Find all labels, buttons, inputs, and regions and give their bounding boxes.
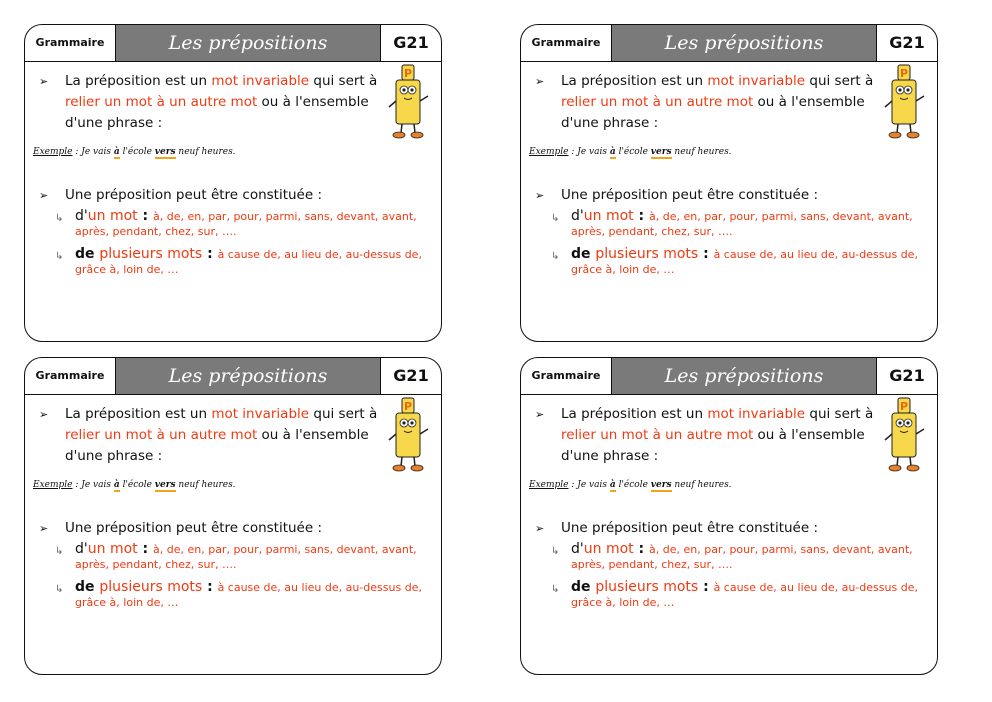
- definition-text-end: ou à l'ensemble d'une phrase :: [561, 427, 865, 464]
- lesson-card-4: [520, 357, 938, 675]
- card-code: G21: [876, 25, 937, 61]
- card-header: [521, 358, 937, 395]
- hook-arrow-icon: ↳: [55, 546, 64, 557]
- example-label: Exemple: [529, 147, 569, 157]
- composition-heading-text: Une préposition peut être constituée :: [561, 520, 819, 536]
- card-code: G21: [380, 358, 441, 394]
- keyword-relier: relier un mot à un autre mot: [65, 427, 258, 443]
- example-text-middle: l'école: [119, 480, 155, 490]
- definition-text: [39, 404, 379, 467]
- card-code: G21: [876, 358, 937, 394]
- single-word-colon: :: [137, 208, 153, 224]
- example-text-start: Je vais: [81, 147, 114, 157]
- mascot-letter: P: [403, 400, 413, 413]
- single-word-term: un mot: [583, 208, 634, 224]
- mascot-letter: P: [899, 400, 909, 413]
- single-word-item: [55, 542, 430, 572]
- example-separator: :: [568, 147, 578, 157]
- example-sentence: [33, 480, 236, 490]
- hook-arrow-icon: ↳: [55, 213, 64, 224]
- example-separator: :: [72, 480, 82, 490]
- single-word-item: [55, 209, 430, 239]
- multi-word-item: [551, 580, 926, 610]
- arrowhead-bullet-icon: ➢: [39, 189, 49, 202]
- arrowhead-bullet-icon: ➢: [39, 408, 49, 421]
- composition-heading: [39, 185, 322, 206]
- multi-word-colon: :: [698, 579, 714, 595]
- multi-word-item: [55, 580, 430, 610]
- single-word-list: à, de, en, par, pour, parmi, sans, devant, avant, après, pendant, chez, sur, ….: [571, 210, 913, 238]
- single-word-item: [551, 209, 926, 239]
- definition-paragraph: [39, 71, 379, 134]
- single-word-prefix: d': [571, 541, 584, 557]
- preposition-mascot-icon: [385, 396, 433, 476]
- definition-text-end: ou à l'ensemble d'une phrase :: [65, 427, 369, 464]
- multi-word-colon: :: [698, 246, 714, 262]
- example-sentence: [529, 480, 732, 490]
- single-word-list: à, de, en, par, pour, parmi, sans, devant, avant, après, pendant, chez, sur, ….: [75, 210, 417, 238]
- card-code: G21: [380, 25, 441, 61]
- definition-text: [535, 71, 875, 134]
- example-text-middle: l'école: [119, 147, 155, 157]
- definition-text-start: La préposition est un: [561, 73, 708, 89]
- multi-word-item: [551, 247, 926, 277]
- arrowhead-bullet-icon: ➢: [39, 522, 49, 535]
- single-word-term: un mot: [583, 541, 634, 557]
- lesson-card-3: [24, 357, 442, 675]
- multi-word-prefix: de: [75, 579, 100, 595]
- keyword-invariable: mot invariable: [211, 406, 310, 422]
- example-text-end: neuf heures.: [671, 147, 732, 157]
- multi-word-term: plusieurs mots: [595, 246, 699, 262]
- example-label: Exemple: [33, 480, 73, 490]
- example-text-start: Je vais: [81, 480, 114, 490]
- multi-word-prefix: de: [75, 246, 100, 262]
- single-word-prefix: d': [75, 208, 88, 224]
- single-word-prefix: d': [75, 541, 88, 557]
- example-word-a: à: [609, 480, 616, 490]
- single-word-prefix: d': [571, 208, 584, 224]
- definition-paragraph: [535, 404, 875, 467]
- example-word-a: à: [113, 147, 120, 157]
- definition-text-middle: qui sert à: [805, 73, 874, 89]
- composition-heading: [535, 518, 818, 539]
- subject-label: Grammaire: [25, 25, 116, 61]
- example-text-start: Je vais: [577, 480, 610, 490]
- definition-text: [39, 71, 379, 134]
- definition-text-end: ou à l'ensemble d'une phrase :: [65, 94, 369, 131]
- example-label: Exemple: [529, 480, 569, 490]
- multi-word-colon: :: [202, 579, 218, 595]
- definition-paragraph: [39, 404, 379, 467]
- multi-word-term: plusieurs mots: [99, 579, 203, 595]
- keyword-invariable: mot invariable: [211, 73, 310, 89]
- definition-text: [535, 404, 875, 467]
- card-header: [521, 25, 937, 62]
- subject-label: Grammaire: [521, 25, 612, 61]
- multi-word-list: à cause de, au lieu de, au-dessus de, grâce à, loin de, …: [75, 248, 422, 276]
- example-text-middle: l'école: [615, 147, 651, 157]
- composition-heading-text: Une préposition peut être constituée :: [561, 187, 819, 203]
- subject-label: Grammaire: [25, 358, 116, 394]
- card-title: Les prépositions: [116, 358, 380, 394]
- multi-word-prefix: de: [571, 579, 596, 595]
- definition-text-middle: qui sert à: [309, 406, 378, 422]
- subject-label: Grammaire: [521, 358, 612, 394]
- definition-text-start: La préposition est un: [65, 73, 212, 89]
- keyword-relier: relier un mot à un autre mot: [561, 94, 754, 110]
- composition-heading-text: Une préposition peut être constituée :: [65, 187, 323, 203]
- single-word-colon: :: [633, 541, 649, 557]
- example-word-vers: vers: [154, 147, 176, 157]
- multi-word-term: plusieurs mots: [595, 579, 699, 595]
- example-text-end: neuf heures.: [175, 480, 236, 490]
- definition-text-middle: qui sert à: [805, 406, 874, 422]
- card-title: Les prépositions: [116, 25, 380, 61]
- multi-word-list: à cause de, au lieu de, au-dessus de, grâce à, loin de, …: [571, 248, 918, 276]
- example-separator: :: [568, 480, 578, 490]
- single-word-list: à, de, en, par, pour, parmi, sans, devant, avant, après, pendant, chez, sur, ….: [571, 543, 913, 571]
- definition-text-start: La préposition est un: [561, 406, 708, 422]
- card-title: Les prépositions: [612, 358, 876, 394]
- preposition-mascot-icon: [881, 63, 929, 143]
- definition-text-end: ou à l'ensemble d'une phrase :: [561, 94, 865, 131]
- definition-paragraph: [535, 71, 875, 134]
- lesson-card-1: [24, 24, 442, 342]
- example-sentence: [33, 147, 236, 157]
- composition-heading: [39, 518, 322, 539]
- arrowhead-bullet-icon: ➢: [39, 75, 49, 88]
- definition-text-start: La préposition est un: [65, 406, 212, 422]
- keyword-invariable: mot invariable: [707, 406, 806, 422]
- card-title: Les prépositions: [612, 25, 876, 61]
- hook-arrow-icon: ↳: [551, 546, 560, 557]
- example-text-middle: l'école: [615, 480, 651, 490]
- arrowhead-bullet-icon: ➢: [535, 189, 545, 202]
- multi-word-colon: :: [202, 246, 218, 262]
- example-word-vers: vers: [154, 480, 176, 490]
- single-word-item: [551, 542, 926, 572]
- composition-heading-text: Une préposition peut être constituée :: [65, 520, 323, 536]
- lesson-card-2: [520, 24, 938, 342]
- definition-text-middle: qui sert à: [309, 73, 378, 89]
- example-separator: :: [72, 147, 82, 157]
- single-word-term: un mot: [87, 541, 138, 557]
- example-text-end: neuf heures.: [175, 147, 236, 157]
- example-label: Exemple: [33, 147, 73, 157]
- card-header: [25, 25, 441, 62]
- keyword-invariable: mot invariable: [707, 73, 806, 89]
- multi-word-list: à cause de, au lieu de, au-dessus de, grâce à, loin de, …: [571, 581, 918, 609]
- composition-heading: [535, 185, 818, 206]
- hook-arrow-icon: ↳: [551, 251, 560, 262]
- hook-arrow-icon: ↳: [551, 584, 560, 595]
- hook-arrow-icon: ↳: [551, 213, 560, 224]
- example-word-a: à: [113, 480, 120, 490]
- preposition-mascot-icon: [881, 396, 929, 476]
- arrowhead-bullet-icon: ➢: [535, 75, 545, 88]
- mascot-letter: P: [899, 67, 909, 80]
- keyword-relier: relier un mot à un autre mot: [65, 94, 258, 110]
- hook-arrow-icon: ↳: [55, 251, 64, 262]
- example-word-a: à: [609, 147, 616, 157]
- multi-word-term: plusieurs mots: [99, 246, 203, 262]
- preposition-mascot-icon: [385, 63, 433, 143]
- card-header: [25, 358, 441, 395]
- example-text-start: Je vais: [577, 147, 610, 157]
- multi-word-prefix: de: [571, 246, 596, 262]
- single-word-colon: :: [137, 541, 153, 557]
- arrowhead-bullet-icon: ➢: [535, 522, 545, 535]
- example-sentence: [529, 147, 732, 157]
- keyword-relier: relier un mot à un autre mot: [561, 427, 754, 443]
- multi-word-item: [55, 247, 430, 277]
- single-word-term: un mot: [87, 208, 138, 224]
- example-word-vers: vers: [650, 480, 672, 490]
- mascot-letter: P: [403, 67, 413, 80]
- hook-arrow-icon: ↳: [55, 584, 64, 595]
- example-text-end: neuf heures.: [671, 480, 732, 490]
- single-word-colon: :: [633, 208, 649, 224]
- arrowhead-bullet-icon: ➢: [535, 408, 545, 421]
- single-word-list: à, de, en, par, pour, parmi, sans, devant, avant, après, pendant, chez, sur, ….: [75, 543, 417, 571]
- example-word-vers: vers: [650, 147, 672, 157]
- multi-word-list: à cause de, au lieu de, au-dessus de, grâce à, loin de, …: [75, 581, 422, 609]
